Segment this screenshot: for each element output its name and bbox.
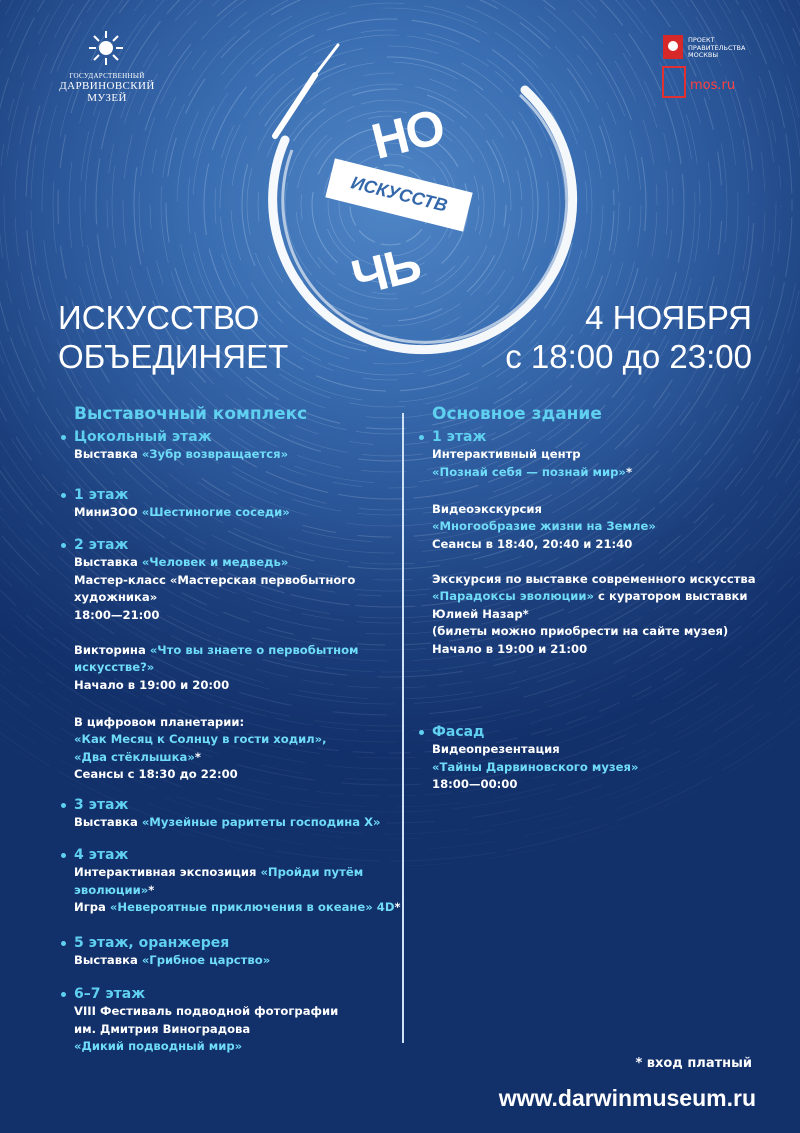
left-planetarium: [74, 714, 327, 784]
text: Видеоэкскурсия: [432, 502, 542, 516]
floor-title: 6–7 этаж: [74, 986, 146, 1002]
highlight: «Зубр возвращается»: [141, 447, 289, 462]
museum-line2: ДАРВИНОВСКИЙ: [59, 80, 155, 92]
highlight: «Что вы знаете о первобытном: [149, 643, 359, 657]
text: В цифровом планетарии:: [74, 715, 245, 729]
bullet: [61, 992, 66, 997]
bullet: [61, 493, 66, 498]
highlight: искусстве?»: [74, 660, 155, 675]
slogan-line2: ОБЪЕДИНЯЕТ: [58, 338, 289, 375]
text: Экскурсия по выставке современного искусства: [432, 572, 756, 586]
text: (билеты можно приобрести на сайте музея): [432, 624, 729, 639]
text: Интерактивный центр: [432, 447, 581, 462]
highlight: «Дикий подводный мир»: [74, 1039, 243, 1054]
floor-title: 1 этаж: [432, 429, 487, 445]
text: Выставка: [74, 555, 142, 570]
mos-ru-link[interactable]: mos.ru: [690, 78, 736, 93]
floor-title: Цокольный этаж: [74, 429, 212, 445]
logo-bottom-letters: ЧЬ: [346, 235, 425, 307]
text: Викторина: [74, 643, 150, 657]
bullet: [61, 803, 66, 808]
project-logo: [688, 37, 745, 60]
highlight: «Два стёклышка»: [74, 749, 195, 764]
sun-emblem-icon: [89, 31, 123, 65]
left-floor-5: [74, 935, 270, 970]
floor-title: 3 этаж: [74, 797, 129, 813]
text: *: [194, 749, 201, 764]
museum-logo: [52, 72, 162, 104]
bullet: [61, 853, 66, 858]
right-facade: [432, 724, 638, 794]
left-floor-1: [74, 487, 290, 522]
website-link[interactable]: www.darwinmuseum.ru: [498, 1085, 756, 1111]
highlight: «Познай себя — познай мир»: [432, 464, 626, 479]
text: Интерактивная экспозиция: [74, 865, 261, 880]
text: Юлией Назар*: [432, 606, 529, 621]
right-floor-1: [432, 429, 632, 481]
star-trail-ring: [123, 0, 657, 472]
date-line1: 4 НОЯБРЯ: [585, 299, 752, 336]
text: Начало в 19:00 и 21:00: [432, 641, 588, 656]
highlight: «Многообразие жизни на Земле»: [432, 519, 656, 534]
text: МиниЗОО: [74, 505, 142, 520]
logo-top-letters: НО: [366, 98, 449, 170]
floor-title: 2 этаж: [74, 537, 129, 553]
highlight: «Тайны Дарвиновского музея»: [432, 759, 639, 774]
highlight: «Парадоксы эволюции»: [432, 589, 594, 604]
text: Выставка: [74, 815, 142, 830]
bullet: [61, 543, 66, 548]
floor-title: 1 этаж: [74, 487, 129, 503]
museum-line1: ГОСУДАРСТВЕННЫЙ: [69, 72, 145, 80]
left-quiz: [74, 642, 359, 694]
footnote: * вход платный: [635, 1056, 752, 1071]
text: Видеопрезентация: [432, 742, 560, 757]
floor-title: 5 этаж, оранжерея: [74, 935, 230, 951]
highlight: «Музейные раритеты господина Х»: [141, 815, 381, 830]
date-line2: с 18:00 до 23:00: [505, 338, 752, 375]
highlight: «Пройди путём: [260, 865, 364, 880]
museum-line3: МУЗЕЙ: [87, 92, 127, 104]
column-divider: [402, 413, 404, 1043]
highlight: эволюции»: [74, 882, 149, 897]
bullet: [419, 730, 424, 735]
project-line1: ПРОЕКТ: [688, 36, 715, 44]
right-excursion: [432, 571, 756, 658]
text: Сеансы с 18:30 до 22:00: [74, 767, 238, 782]
text: им. Дмитрия Виноградова: [74, 1021, 251, 1036]
project-line2: ПРАВИТЕЛЬСТВА: [688, 43, 746, 52]
bullet: [61, 941, 66, 946]
logo-middle-word: ИСКУССТВ: [349, 172, 450, 216]
left-column-title: Выставочный комплекс: [74, 404, 308, 424]
floor-title: 4 этаж: [74, 847, 129, 863]
highlight: «Человек и медведь»: [141, 555, 289, 570]
text: Выставка: [74, 953, 142, 968]
text: 18:00—21:00: [74, 607, 160, 622]
floor-title: Фасад: [432, 724, 485, 740]
text: Выставка: [74, 447, 142, 462]
highlight: «Грибное царство»: [141, 953, 271, 968]
slogan-line1: ИСКУССТВО: [58, 299, 260, 336]
text: с куратором выставки: [594, 589, 748, 604]
text: *: [625, 464, 633, 479]
left-floor-6-7: [74, 986, 338, 1056]
bullet: [61, 435, 66, 440]
bullet: [419, 435, 424, 440]
text: Сеансы в 18:40, 20:40 и 21:40: [432, 536, 633, 551]
highlight: «Невероятные приключения в океане» 4D: [109, 900, 395, 915]
right-video-tour: [432, 501, 656, 553]
project-line3: МОСКВЫ: [688, 51, 719, 59]
highlight: «Шестиногие соседи»: [141, 505, 290, 520]
text: *: [394, 900, 401, 915]
text: 18:00—00:00: [432, 777, 518, 792]
text: VIII Фестиваль подводной фотографии: [74, 1004, 339, 1019]
right-column-title: Основное здание: [432, 404, 602, 424]
star-trail-ring: [150, 0, 630, 445]
left-floor-2: [74, 537, 355, 624]
text: художника»: [74, 590, 158, 605]
text: Мастер-класс «Мастерская первобытного: [74, 572, 356, 587]
left-floor-basement: [74, 429, 288, 464]
text: Игра: [74, 900, 110, 915]
left-floor-4: [74, 847, 401, 917]
left-floor-3: [74, 797, 381, 832]
text: *: [148, 882, 155, 897]
text: Начало в 19:00 и 20:00: [74, 677, 230, 692]
highlight: «Как Месяц к Солнцу в гости ходил»,: [74, 732, 327, 747]
